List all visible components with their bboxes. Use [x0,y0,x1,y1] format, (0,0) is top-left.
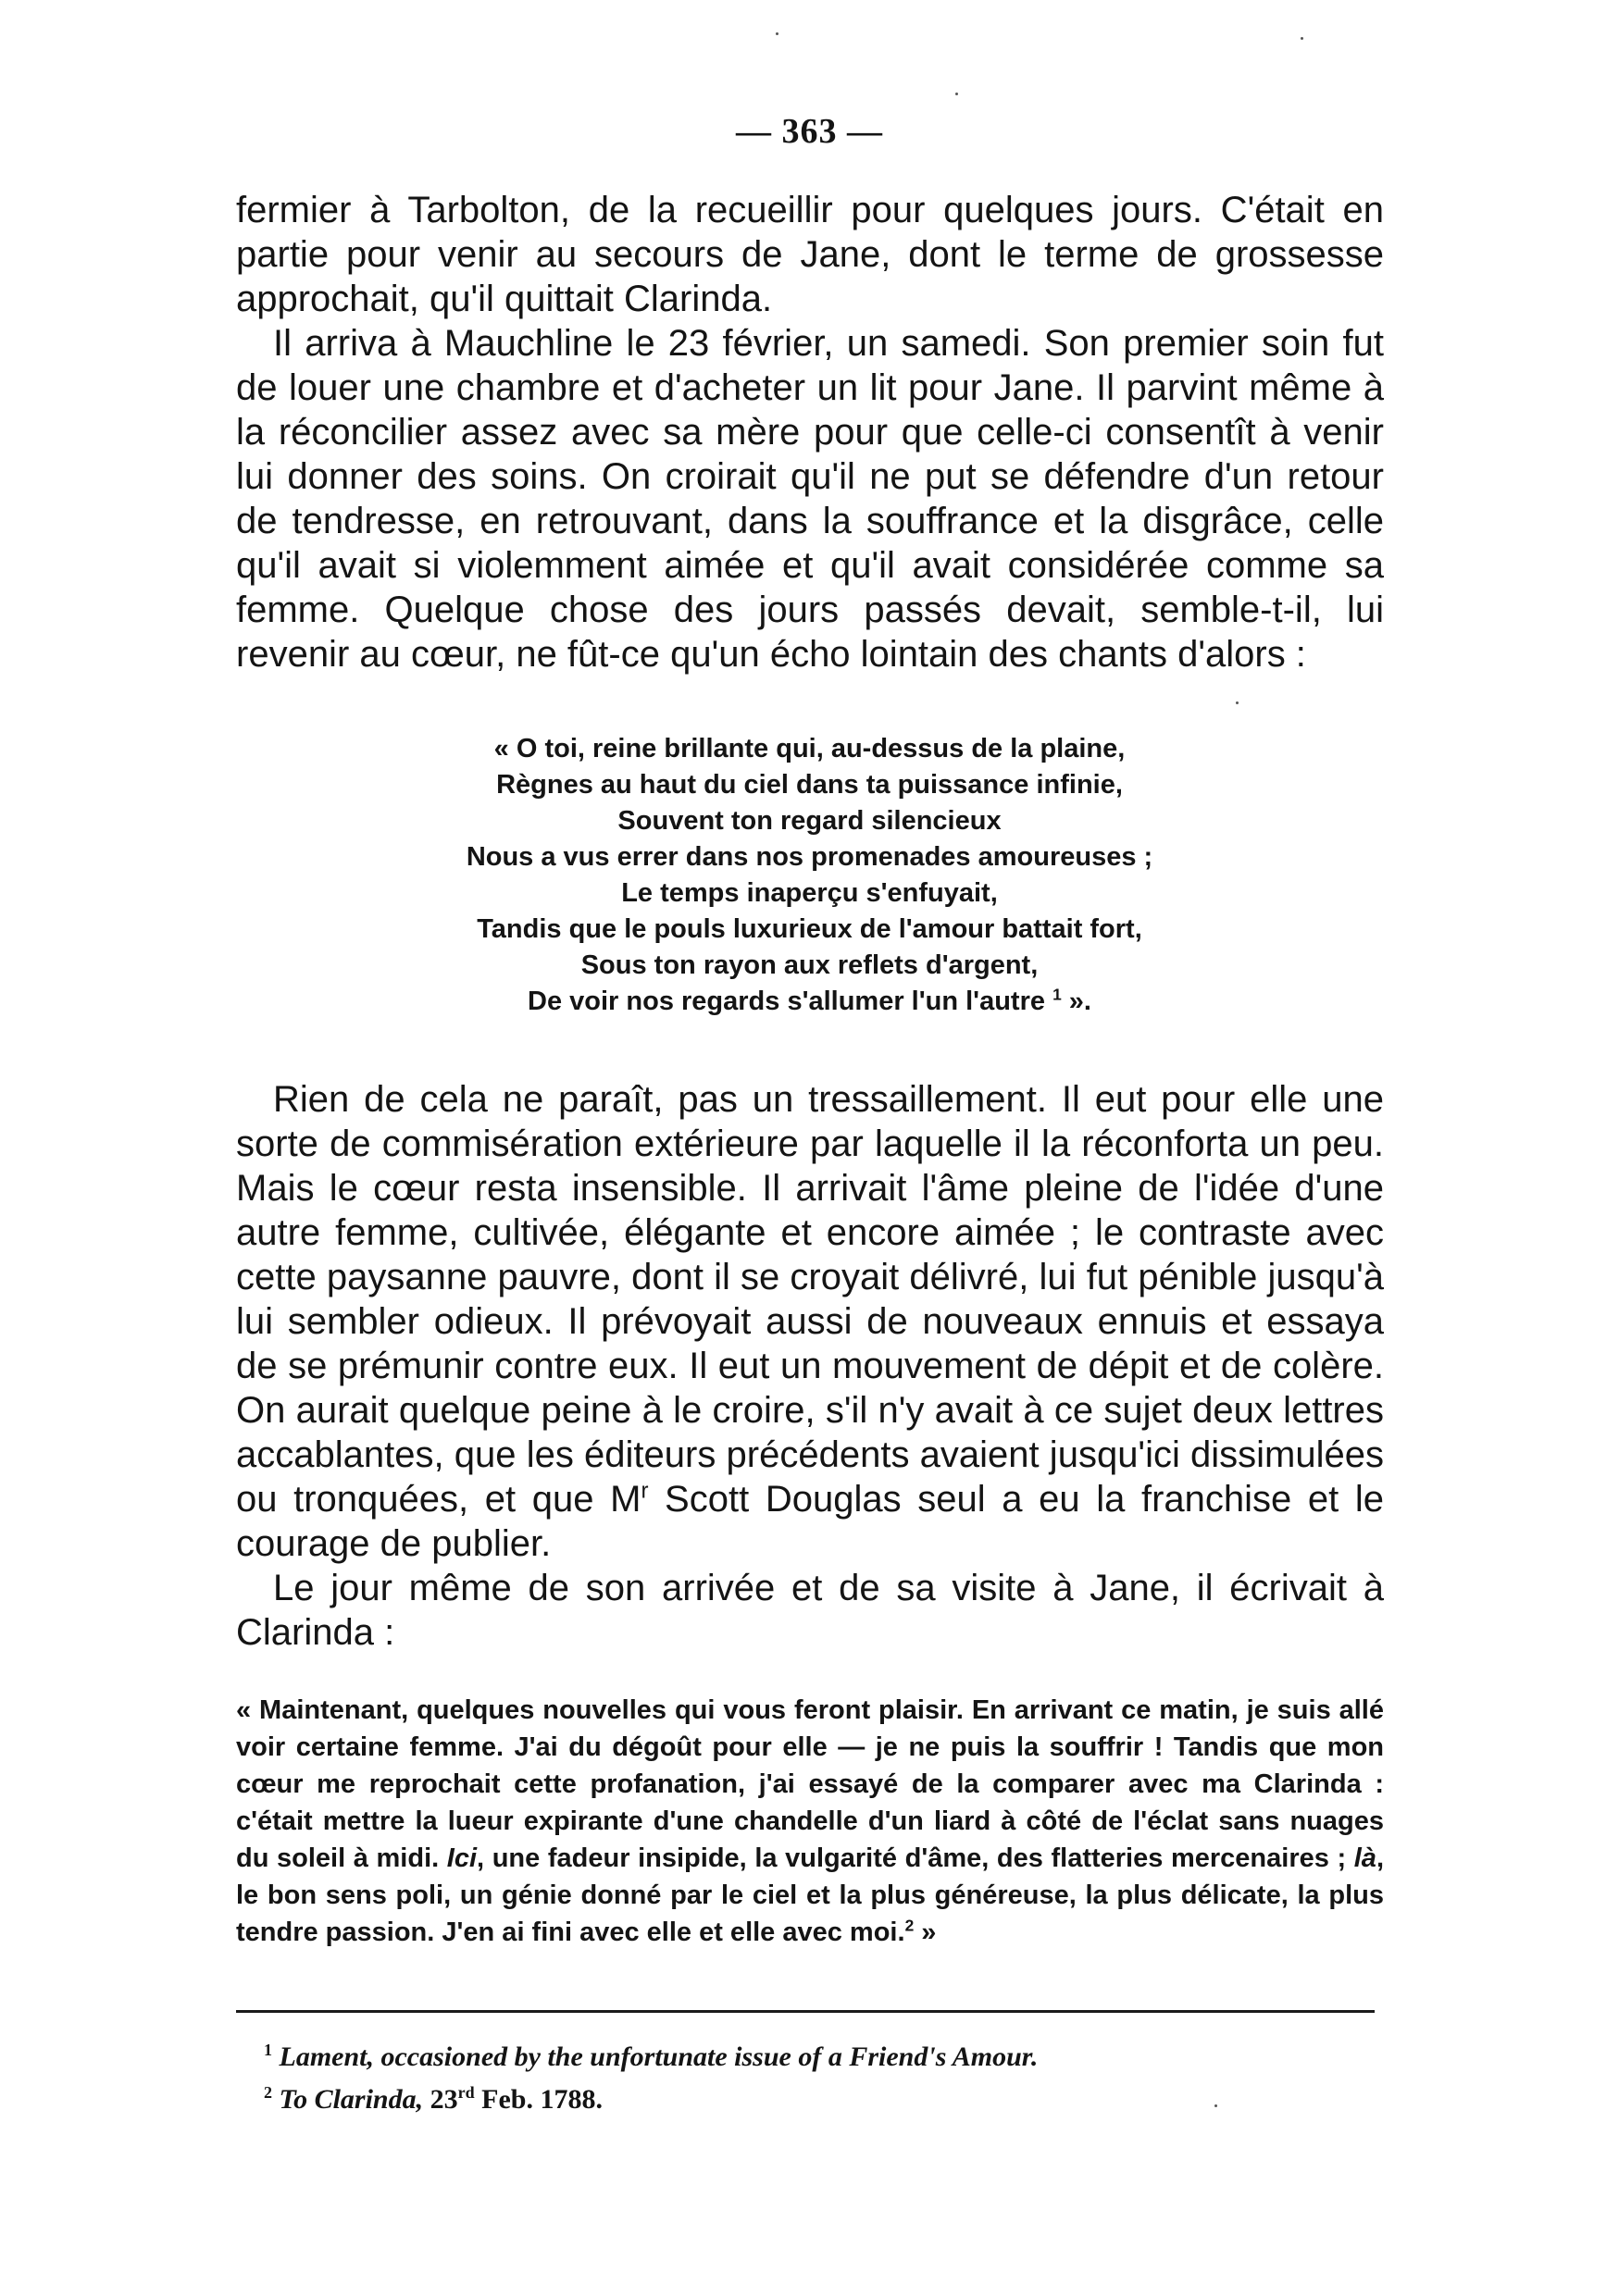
footnote-ref: 1 [1052,985,1062,1004]
letter-italic: là [1353,1843,1376,1873]
paragraph-text: Rien de cela ne paraît, pas un tressaillement. Il eut pour elle une sorte de commisération extérieure par laquelle il la réconforta un peu. Mais le cœur resta insensible. Il arrivait l'âme pleine de l'idée d'une autre femme, cultivée, élégante et encore aimée ; le contraste avec cette paysanne pauvre, dont il se croyait délivré, lui fut pénible jusqu'à lui sembler odieux. Il prévoyait aussi de nouveaux ennuis et essaya de se prémunir contre eux. Il eut un mouvement de dépit et de colère. On aurait quelque peine à le croire, s'il n'y avait à ce sujet deux lettres accablantes, que les éditeurs précédents avaient jusqu'ici dissimulées ou tronquées, et que M [236,1079,1384,1520]
verse-line: Souvent ton regard silencieux [617,806,1002,836]
verse-quotation [0,731,1619,1020]
verse-line: Le temps inaperçu s'enfuyait, [621,878,998,908]
print-speck [776,32,778,35]
verse-line-text: De voir nos regards s'allumer l'un l'autre [528,987,1045,1016]
print-speck [1301,37,1303,40]
superscript: r [641,1478,649,1504]
footnote-1 [264,2036,1375,2079]
print-speck [1236,701,1239,704]
verse-close: ». [1061,987,1091,1016]
letter-part: , une fadeur insipide, la vulgarité d'âme, des flatteries mercenaires ; [477,1843,1347,1873]
body-text-lower [236,1077,1384,1655]
paragraph-text: Scott Douglas seul a eu la franchise et le courage de publier. [236,1479,1385,1564]
paragraph: Le jour même de son arrivée et de sa visite à Jane, il écrivait à Clarinda : [236,1568,1384,1653]
footnote-title: Lament, occasioned by the unfortunate issue of a Friend's Amour. [279,2042,1039,2072]
letter-part: « Maintenant, quelques nouvelles qui vous feront plaisir. En arrivant ce matin, je suis allé voir certaine femme. J'ai du dégoût pour elle — je ne puis la souffrir ! Tandis que mon cœur me reprochait cette profanation, j'ai essayé de la comparer avec ma Clarinda : c'était mettre la lueur expirante d'une chandelle d'un liard à côté de l'éclat sans nuages du soleil à midi. [236,1695,1384,1873]
letter-text [236,1692,1384,1951]
verse-line: Nous a vus errer dans nos promenades amoureuses ; [466,842,1153,872]
footnote-2 [264,2079,1375,2121]
letter-part: , le bon sens poli, un génie donné par le ciel et la plus généreuse, la plus délicate, la plus tendre passion. J'en ai fini avec elle et elle avec moi. [236,1843,1384,1947]
verse-line: Sous ton rayon aux reflets d'argent, [580,950,1039,980]
verse-line-last [0,984,1619,1020]
verse-line: Règnes au haut du ciel dans ta puissance infinie, [496,770,1123,800]
footnote-text: 23 [423,2084,458,2115]
footnote-title: To Clarinda, [279,2084,424,2115]
letter-italic: Ici [446,1843,478,1873]
footnote-divider [236,2010,1375,2013]
footnote-text: Feb. 1788. [474,2084,603,2115]
superscript: rd [457,2083,475,2102]
letter-close: » [914,1917,937,1947]
footnote-number: 1 [264,2041,272,2059]
body-text-upper [236,188,1384,676]
page-number: — 363 — [736,112,883,151]
paragraph: Il arriva à Mauchline le 23 février, un samedi. Son premier soin fut de louer une chambre et d'acheter un lit pour Jane. Il parvint même à la réconcilier assez avec sa mère pour que celle-ci consentît à venir lui donner des soins. On croirait qu'il ne put se défendre d'un retour de tendresse, en retrouvant, dans la souffrance et la disgrâce, celle qu'il avait si violemment aimée et qu'il avait considérée comme sa femme. Quelque chose des jours passés devait, semble-t-il, lui revenir au cœur, ne fût-ce qu'un écho lointain des chants d'alors : [236,323,1384,675]
verse-line: « O toi, reine brillante qui, au-dessus de la plaine, [493,734,1126,763]
verse-line: Tandis que le pouls luxurieux de l'amour battait fort, [477,914,1142,944]
print-speck [955,93,958,95]
print-speck [1214,2104,1217,2107]
letter-quotation [236,1692,1384,1951]
paragraph [236,1077,1384,1566]
footnote-number: 2 [264,2083,272,2102]
paragraph-continuation: fermier à Tarbolton, de la recueillir pour quelques jours. C'était en partie pour venir au secours de Jane, dont le terme de grossesse approchait, qu'il quittait Clarinda. [236,190,1384,319]
footnotes [264,2036,1375,2121]
footnote-ref: 2 [904,1916,915,1935]
